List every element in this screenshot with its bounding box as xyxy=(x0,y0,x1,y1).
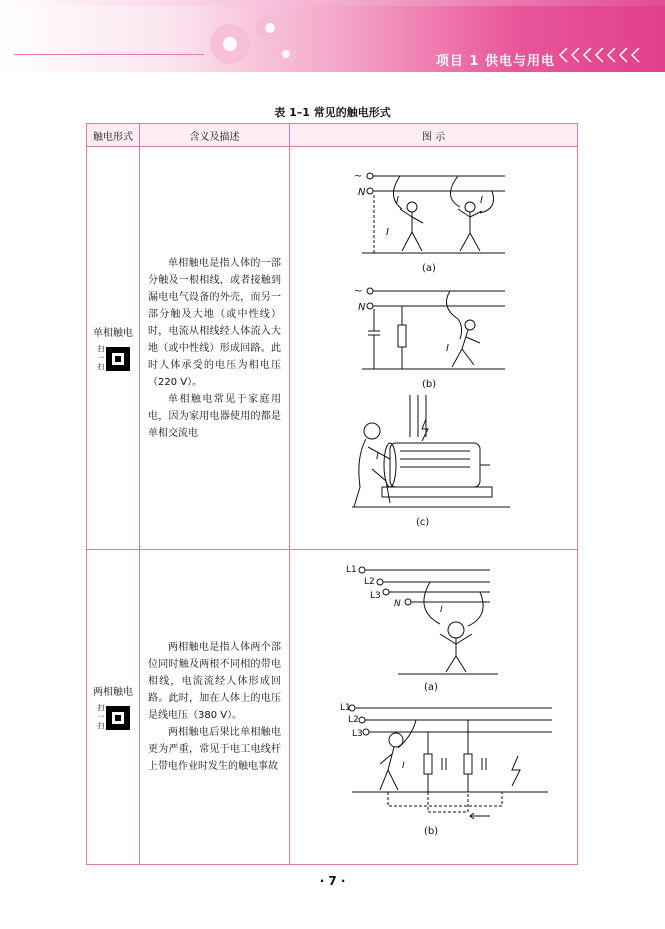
fig-b-tilde-label: ~ xyxy=(353,286,363,297)
fig-a-current-label: I xyxy=(385,227,389,238)
fig-two-b-caption: (b) xyxy=(423,826,439,837)
type-label: 两相触电 xyxy=(93,687,133,698)
description-paragraph: 单相触电是指人体的一部分触及一根相线，或者接触到漏电电气设备的外壳，而另一部分触及大地（或中性线）时，电流从相线经人体流入大地（或中性线）形成回路。此时人体承受的电压为相电压（220 V）。 xyxy=(148,257,281,388)
fig-a-caption: (a) xyxy=(421,263,436,274)
fig-b-caption: (b) xyxy=(421,379,437,390)
table-caption: 表 1–1 常见的触电形式 xyxy=(274,106,391,119)
fig-two-a-l2-label: L2 xyxy=(363,577,375,587)
two-phase-diagram xyxy=(290,550,577,860)
page-header xyxy=(0,0,665,72)
scan-qr[interactable] xyxy=(87,345,139,372)
fig-two-a-n-label: N xyxy=(393,599,401,609)
fig-b-current-label: I xyxy=(445,343,449,354)
type-cell xyxy=(87,147,140,550)
fig-a-n-label: N xyxy=(357,187,366,198)
fig-two-b-current-label: I xyxy=(401,761,405,771)
column-header-type: 触电形式 xyxy=(87,124,140,147)
qr-label: 扫一扫 xyxy=(97,345,105,371)
header-rule xyxy=(14,54,204,55)
fig-a-current-label: I xyxy=(479,195,483,206)
fig-two-a-caption: (a) xyxy=(423,682,438,693)
type-cell xyxy=(87,550,140,865)
description-paragraph: 单相触电常见于家庭用电，因为家用电器使用的都是单相交流电 xyxy=(148,393,281,439)
qr-code-icon xyxy=(106,706,130,730)
fig-a-tilde-label: ~ xyxy=(353,171,363,182)
chevrons-decoration-icon xyxy=(557,46,647,64)
fig-two-a-current-label: I xyxy=(439,605,443,615)
fig-two-b-l1-label: L1 xyxy=(339,703,351,713)
figure-cell xyxy=(289,147,577,550)
fig-c-current-label: I xyxy=(375,451,379,462)
description-cell xyxy=(140,147,290,550)
header-top-strip xyxy=(0,0,665,6)
fig-c-caption: (c) xyxy=(415,517,430,528)
electric-shock-table xyxy=(86,123,578,865)
fig-b-n-label: N xyxy=(357,302,366,313)
qr-code-icon xyxy=(106,347,130,371)
fig-two-b-l2-label: L2 xyxy=(347,715,359,725)
table-row-two-phase xyxy=(87,550,578,865)
page-number: · 7 · xyxy=(319,874,346,888)
table-header-row xyxy=(87,124,578,147)
scan-qr[interactable] xyxy=(87,704,139,731)
chapter-title: 项目 1 供电与用电 xyxy=(435,54,555,69)
fig-two-a-l1-label: L1 xyxy=(345,565,357,575)
description-cell xyxy=(140,550,290,865)
fig-two-b-l3-label: L3 xyxy=(351,729,363,739)
figure-cell xyxy=(289,550,577,865)
table-row-single-phase xyxy=(87,147,578,550)
single-phase-diagram xyxy=(290,147,577,545)
column-header-description: 含义及描述 xyxy=(140,124,290,147)
fig-two-a-l3-label: L3 xyxy=(369,591,381,601)
fig-a-current-label: I xyxy=(395,195,399,206)
description-paragraph: 两相触电是指人体两个部位同时触及两根不同相的带电相线，电流流经人体形成回路。此时，加在人体上的电压是线电压（380 V）。 xyxy=(148,642,281,721)
column-header-figure: 图 示 xyxy=(289,124,577,147)
description-paragraph: 两相触电后果比单相触电更为严重，常见于电工电线杆上带电作业时发生的触电事故 xyxy=(148,727,281,772)
qr-label: 扫一扫 xyxy=(97,704,105,730)
gears-decoration-icon xyxy=(190,6,310,70)
type-label: 单相触电 xyxy=(93,328,133,339)
